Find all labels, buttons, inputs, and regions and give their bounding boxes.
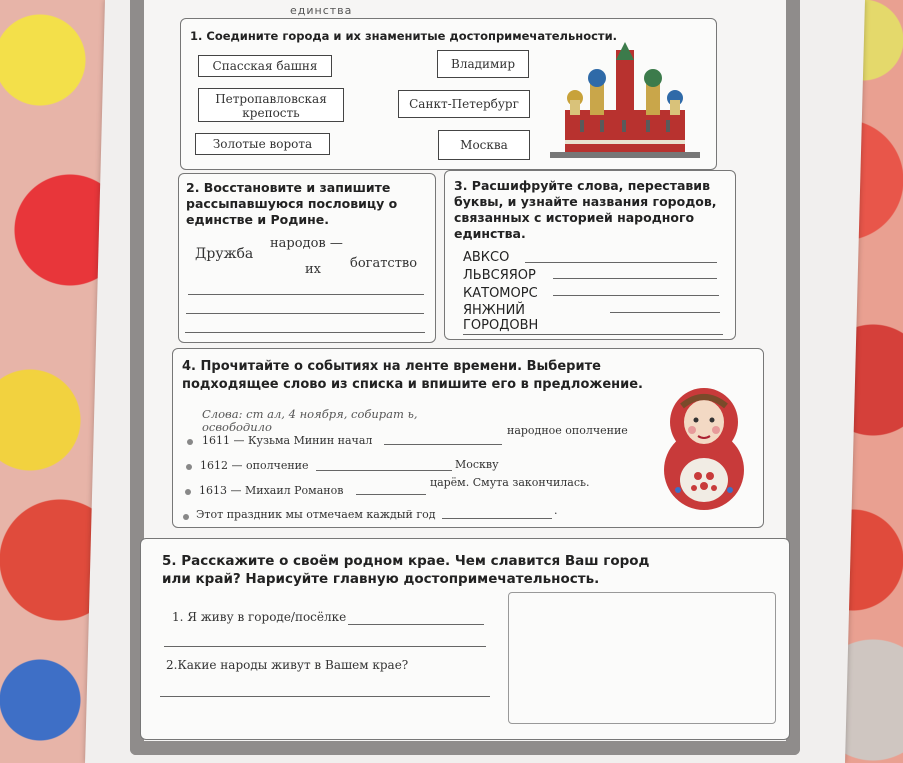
- bullet: [187, 439, 193, 445]
- city-left-2: Петропавловская крепость: [198, 88, 344, 122]
- proverb-word-3: их: [305, 262, 321, 277]
- answer-line[interactable]: [316, 470, 452, 471]
- top-word: единства: [290, 4, 353, 17]
- proverb-word-1: Дружба: [195, 246, 254, 262]
- proverb-word-4: богатство: [350, 256, 418, 271]
- cathedral-illustration: [550, 40, 700, 165]
- city-left-3: Золотые ворота: [195, 133, 330, 155]
- city-right-3: Москва: [438, 130, 530, 160]
- timeline-1613-end: царём. Смута закончилась.: [430, 476, 590, 489]
- anagram-word: ЯНЖНИЙ: [463, 303, 526, 318]
- bullet: [183, 514, 189, 520]
- holiday-sentence-end: .: [554, 504, 558, 517]
- bullet: [185, 489, 191, 495]
- task3-title: 3. Расшифруйте слова, переставив буквы, и узнайте названия городов, связанных с историей народного единства.: [454, 178, 717, 241]
- task5-title: 5. Расскажите о своём родном крае. Чем славится Ваш город или край? Нарисуйте главную достопримечательность.: [162, 553, 650, 587]
- answer-line[interactable]: [525, 262, 717, 263]
- answer-line[interactable]: [188, 294, 424, 295]
- timeline-1611-start: 1611 — Кузьма Минин начал: [202, 434, 373, 447]
- answer-line[interactable]: [185, 332, 425, 333]
- city-left-1: Спасская башня: [198, 55, 332, 77]
- bullet: [186, 464, 192, 470]
- timeline-1612-start: 1612 — ополчение: [200, 459, 309, 472]
- anagram-word: ГОРОДОВН: [463, 318, 539, 333]
- anagram-word: ЛЬВСЯЯОР: [463, 268, 536, 283]
- word-list: Слова: ст ал, 4 ноября, собират ь, освободило: [202, 407, 418, 434]
- timeline-1611-end: народное ополчение: [507, 424, 628, 437]
- answer-line[interactable]: [463, 334, 723, 335]
- timeline-1613-start: 1613 — Михаил Романов: [199, 484, 344, 497]
- timeline-1612-end: Москву: [455, 458, 499, 471]
- answer-line[interactable]: [442, 518, 552, 519]
- anagram-word: КАТОМОРС: [463, 286, 538, 301]
- drawing-area[interactable]: [508, 592, 776, 724]
- answer-line[interactable]: [186, 313, 424, 314]
- question-1: 1. Я живу в городе/посёлке: [172, 610, 347, 624]
- answer-line[interactable]: [164, 646, 486, 647]
- city-right-1: Владимир: [437, 50, 529, 78]
- answer-line[interactable]: [553, 278, 717, 279]
- answer-line[interactable]: [553, 295, 719, 296]
- task1-title: 1. Соедините города и их знаменитые достопримечательности.: [190, 29, 617, 43]
- answer-line[interactable]: [610, 312, 720, 313]
- matryoshka-illustration: [658, 380, 750, 510]
- anagram-word: АВКСО: [463, 250, 510, 265]
- task4-title: 4. Прочитайте о событиях на ленте времени. Выберите подходящее слово из списка и впишите его в предложение.: [182, 359, 643, 392]
- city-right-2: Санкт-Петербург: [398, 90, 530, 118]
- question-2: 2.Какие народы живут в Вашем крае?: [166, 658, 409, 672]
- task2-title: 2. Восстановите и запишите рассыпавшуюся пословицу о единстве и Родине.: [186, 180, 398, 227]
- answer-line[interactable]: [356, 494, 426, 495]
- proverb-word-2: народов —: [270, 236, 343, 251]
- answer-line[interactable]: [348, 624, 484, 625]
- holiday-sentence: Этот праздник мы отмечаем каждый год: [196, 508, 436, 521]
- answer-line[interactable]: [160, 696, 490, 697]
- answer-line[interactable]: [384, 444, 502, 445]
